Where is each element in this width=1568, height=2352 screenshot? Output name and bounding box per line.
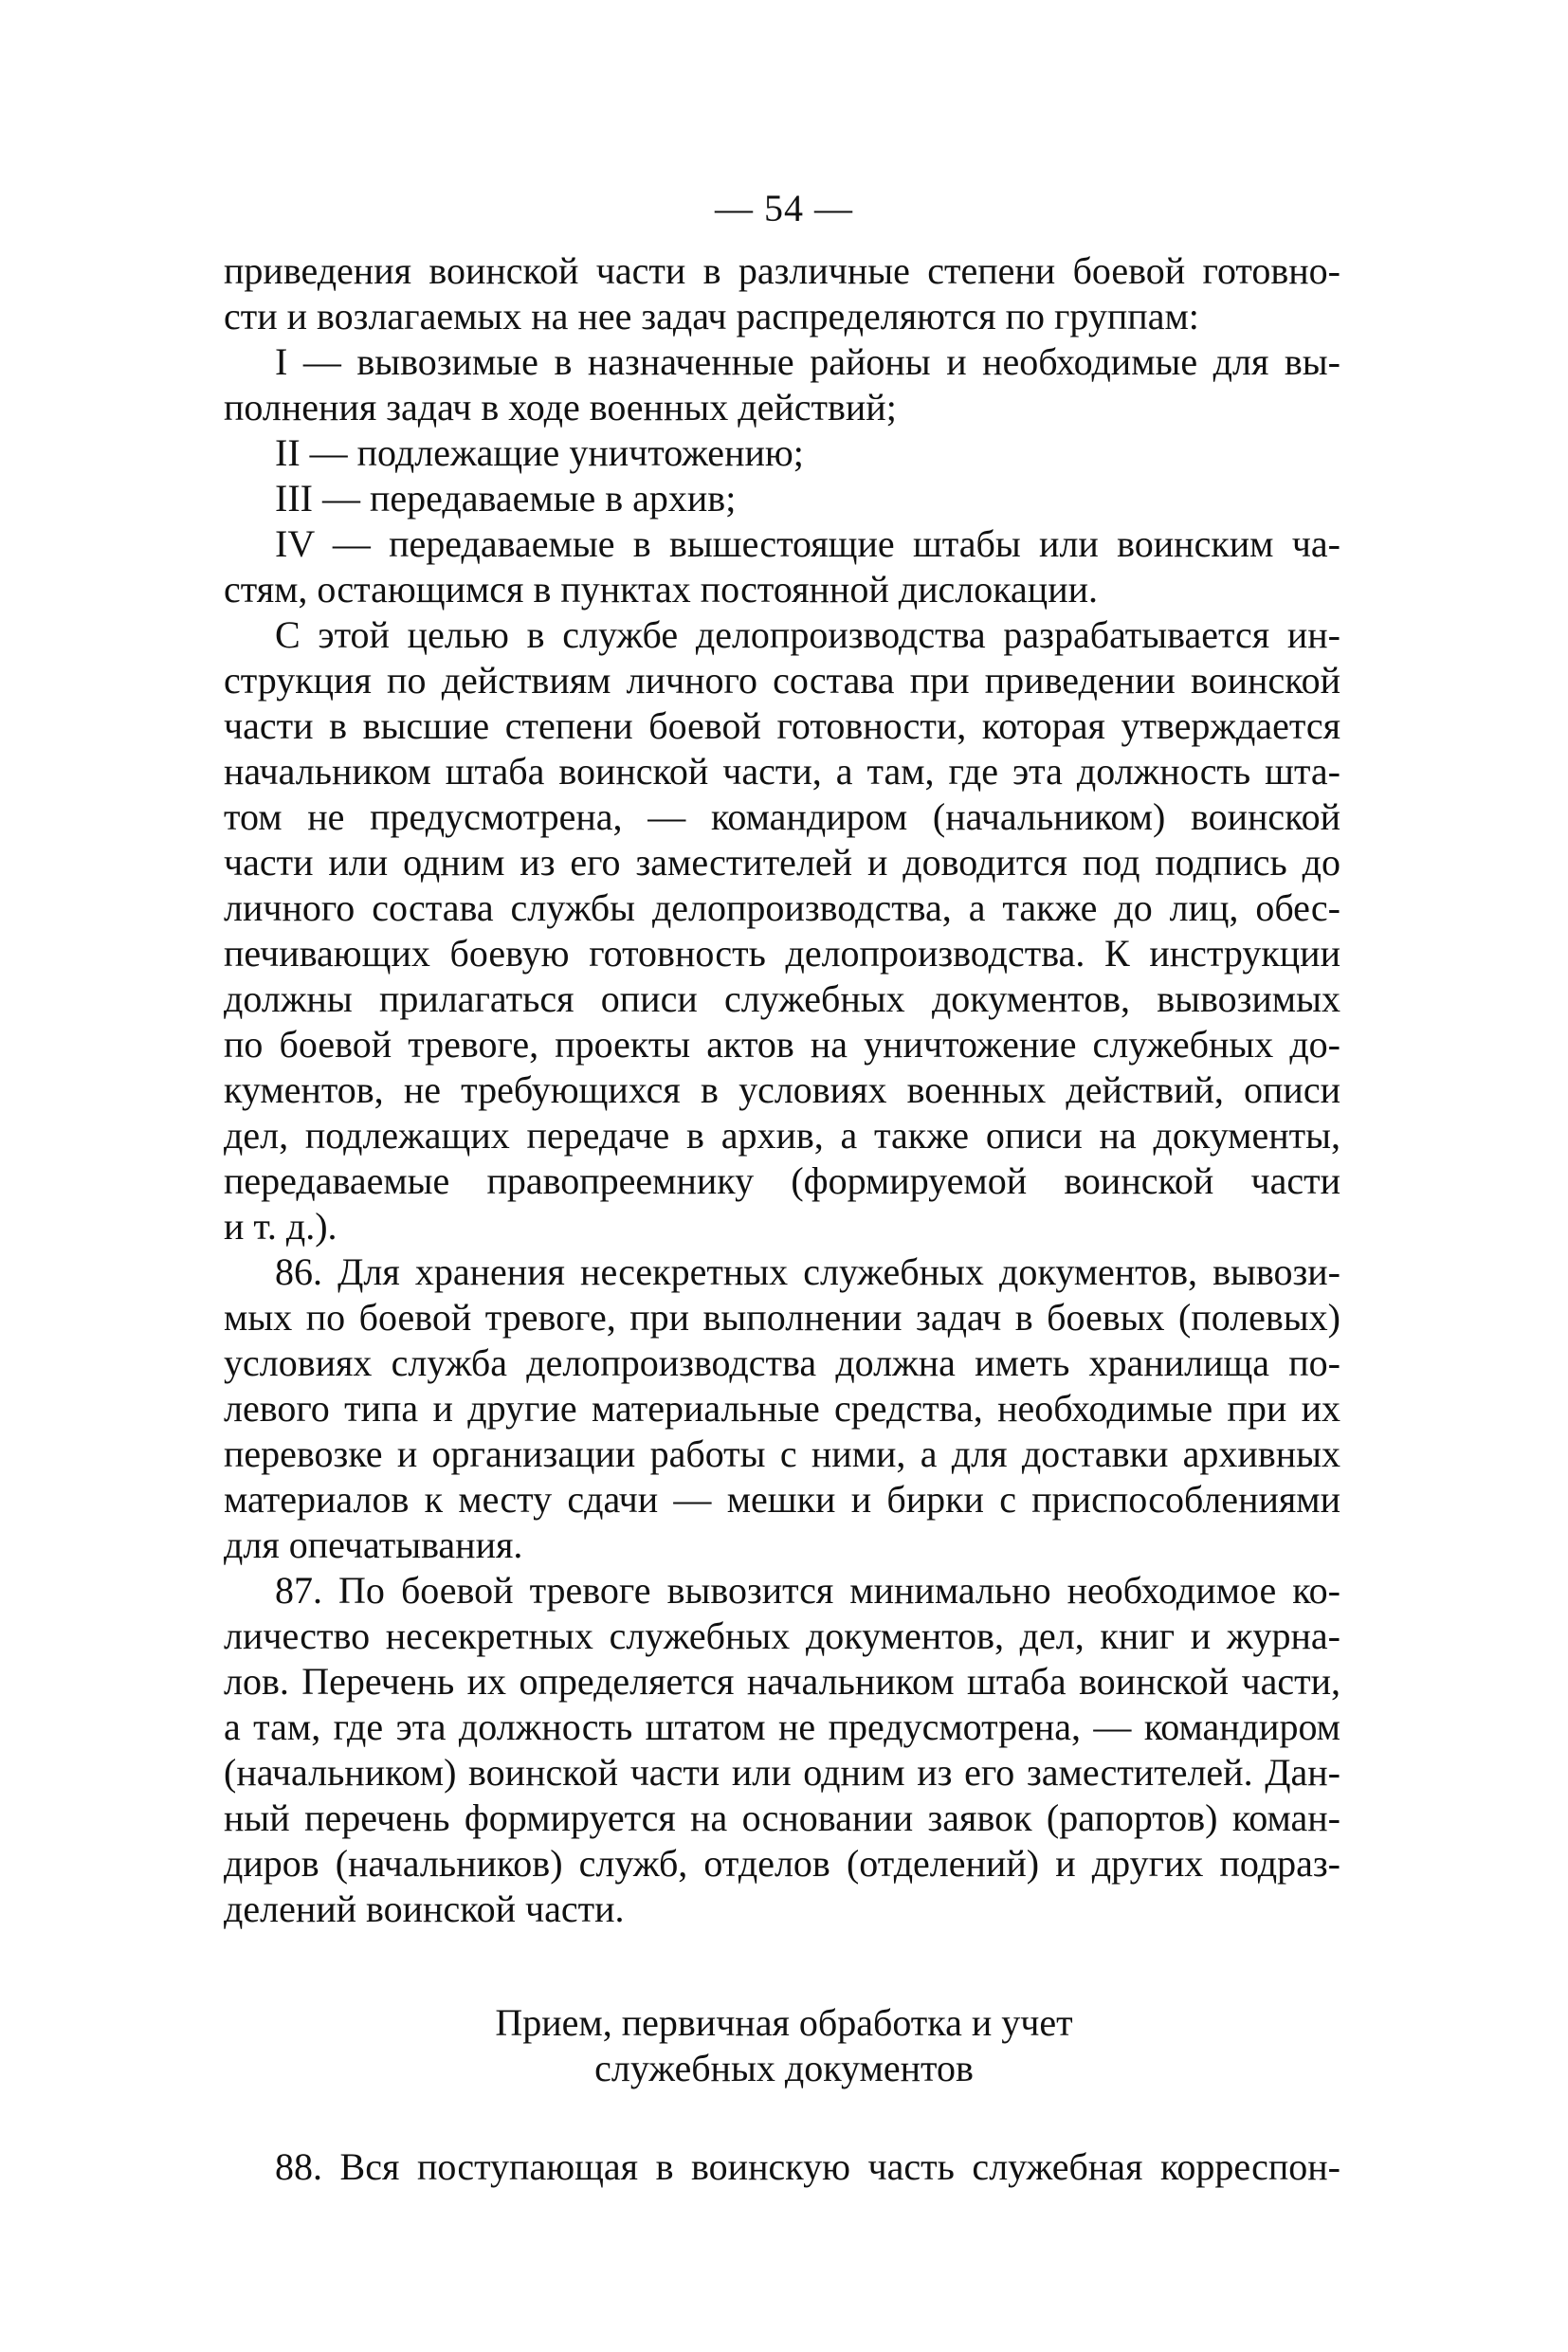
item-87-line: делений воинской части. (224, 1887, 625, 1930)
instruction-line: С этой целью в службе делопроизводства разрабатывается ин- (275, 613, 1340, 656)
group-3-line: III — передаваемые в архив; (275, 477, 737, 520)
group-4-line: IV — передаваемые в вышестоящие штабы или воинским ча- (275, 522, 1340, 565)
instruction-line: струкция по действиям личного состава при приведении воинской (224, 659, 1340, 702)
instruction-line: должны прилагаться описи служебных документов, вывозимых (224, 977, 1340, 1020)
instruction-line: том не предусмотрена, — командиром (начальником) воинской (224, 795, 1340, 838)
item-87-line: лов. Перечень их определяется начальником штаба воинской части, (224, 1660, 1340, 1703)
item-87-line: 87. По боевой тревоге вывозится минимально необходимое ко- (275, 1569, 1340, 1612)
group-4-line: стям, остающимся в пунктах постоянной дислокации. (224, 568, 1099, 611)
item-86-line: перевозке и организации работы с ними, а для доставки архивных (224, 1432, 1340, 1475)
item-86-line: условиях служба делопроизводства должна иметь хранилища по- (224, 1341, 1340, 1384)
instruction-line: кументов, не требующихся в условиях военных действий, описи (224, 1068, 1340, 1111)
item-86-line: материалов к месту сдачи — мешки и бирки с приспособлениями (224, 1478, 1340, 1521)
section-heading-line-2: служебных документов (594, 2047, 974, 2089)
section-heading-line-1: Прием, первичная обработка и учет (495, 2001, 1073, 2044)
instruction-line: дел, подлежащих передаче в архив, а также описи на документы, (224, 1114, 1340, 1157)
text-line: приведения воинской части в различные степени боевой готовно- (224, 249, 1340, 292)
item-87-line: (начальником) воинской части или одним из его заместителей. Дан- (224, 1751, 1340, 1794)
instruction-line: части или одним из его заместителей и доводится под подпись до (224, 841, 1340, 884)
item-87-line: диров (начальников) служб, отделов (отделений) и других подраз- (224, 1842, 1340, 1885)
instruction-line: начальником штаба воинской части, а там, где эта должность шта- (224, 750, 1340, 793)
instruction-line: по боевой тревоге, проекты актов на уничтожение служебных до- (224, 1023, 1340, 1066)
item-86-line: левого типа и другие материальные средства, необходимые при их (224, 1387, 1340, 1430)
item-86-line: мых по боевой тревоге, при выполнении задач в боевых (полевых) (224, 1296, 1340, 1339)
instruction-line: печивающих боевую готовность делопроизводства. К инструкции (224, 932, 1340, 975)
group-1-line: I — вывозимые в назначенные районы и необходимые для вы- (275, 340, 1340, 383)
instruction-line: личного состава службы делопроизводства, а также до лиц, обес- (224, 886, 1340, 929)
item-87-line: ный перечень формируется на основании заявок (рапортов) коман- (224, 1796, 1340, 1839)
item-87-line: а там, где эта должность штатом не предусмотрена, — командиром (224, 1705, 1340, 1748)
group-2-line: II — подлежащие уничтожению; (275, 431, 804, 474)
page-number: — 54 — (715, 187, 853, 229)
instruction-line: и т. д.). (224, 1205, 337, 1248)
instruction-line: передаваемые правопреемнику (формируемой воинской части (224, 1159, 1340, 1202)
text-line: сти и возлагаемых на нее задач распределяются по группам: (224, 295, 1199, 337)
group-1-line: полнения задач в ходе военных действий; (224, 386, 897, 428)
item-86-line: 86. Для хранения несекретных служебных документов, вывози- (275, 1250, 1340, 1293)
item-86-line: для опечатывания. (224, 1523, 523, 1566)
instruction-line: части в высшие степени боевой готовности, которая утверждается (224, 704, 1340, 747)
item-87-line: личество несекретных служебных документов, дел, книг и журна- (224, 1614, 1340, 1657)
item-88-line: 88. Вся поступающая в воинскую часть служебная корреспон- (275, 2145, 1340, 2188)
